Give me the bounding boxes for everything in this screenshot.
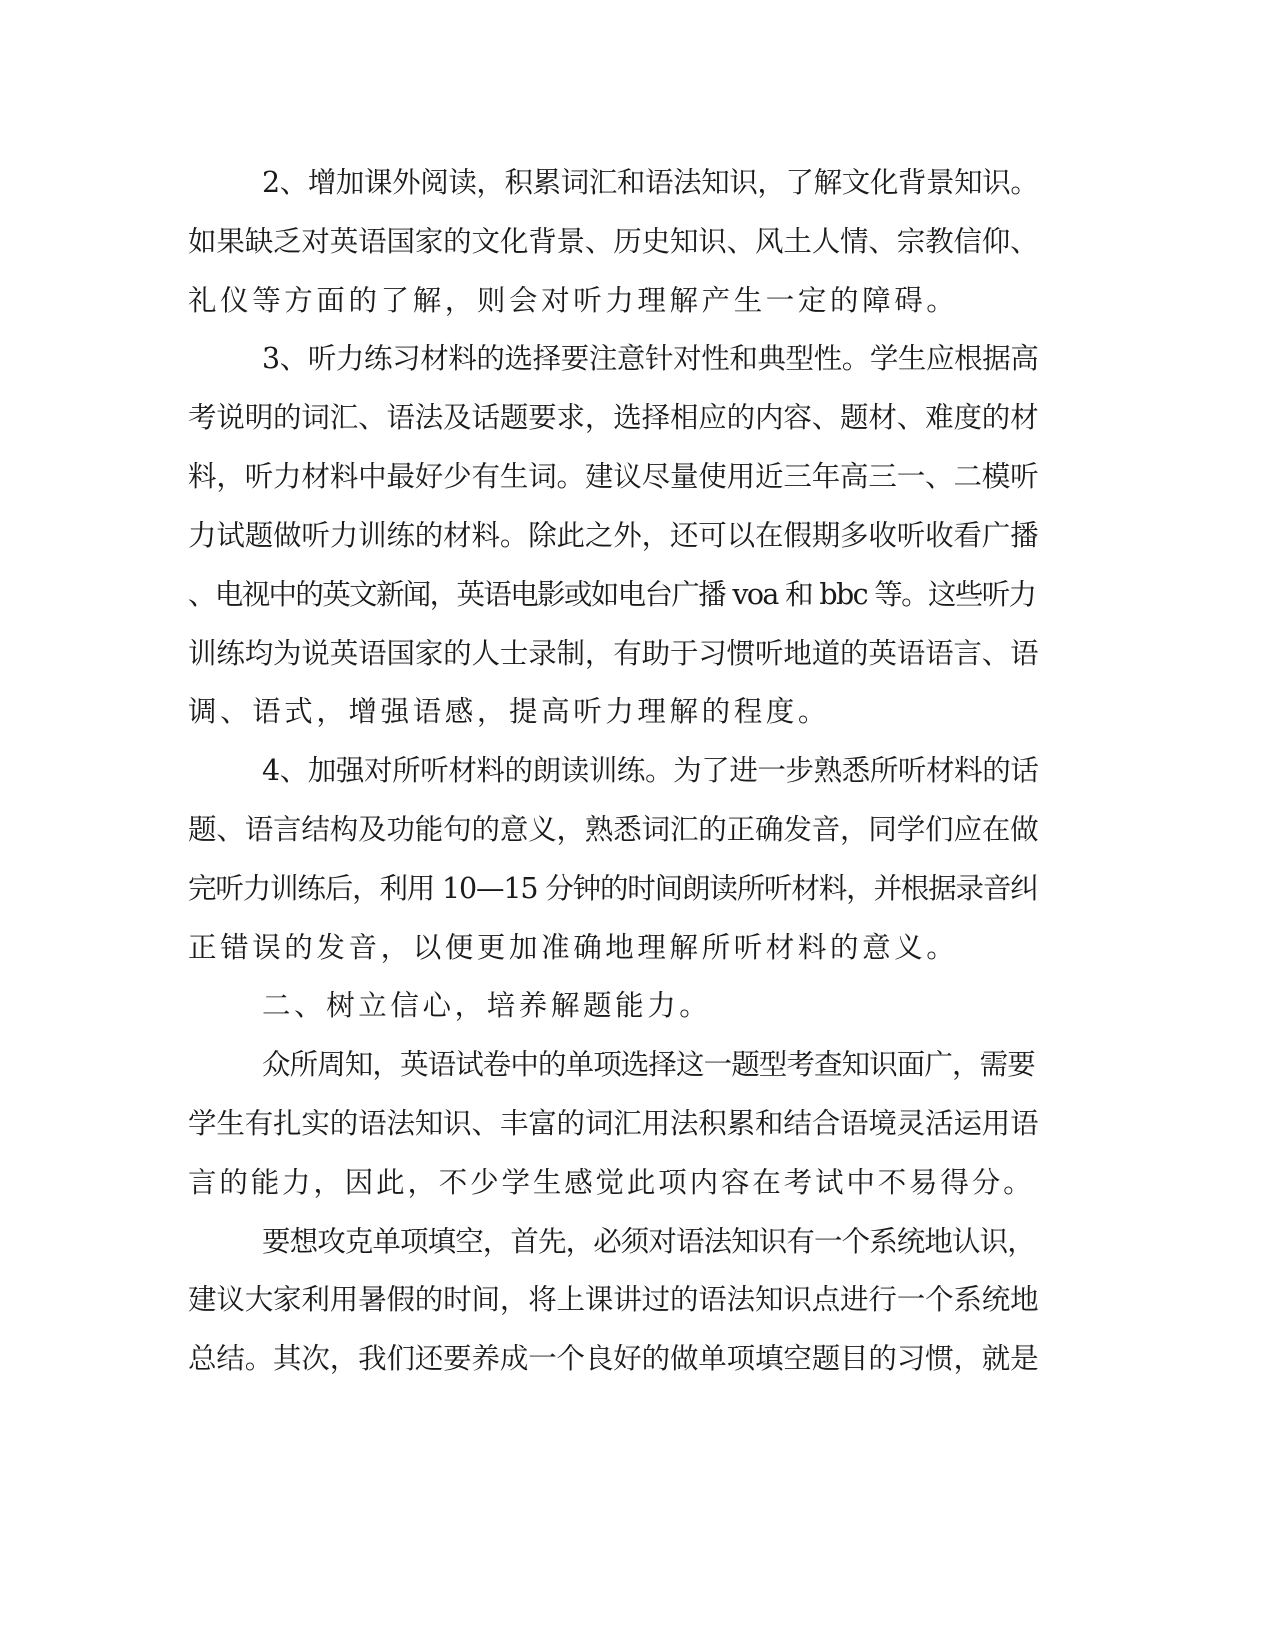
paragraph-5-line-3: 言的能力，因此，不少学生感觉此项内容在考试中不易得分。 (188, 1166, 1035, 1199)
paragraph-4-line-4: 正错误的发音，以便更加准确地理解所听材料的意义。 (188, 931, 959, 964)
paragraph-5-line-2: 学生有扎实的语法知识、丰富的词汇用法积累和结合语境灵活运用语 (188, 1107, 1039, 1140)
paragraph-2-line-3: 礼仪等方面的了解，则会对听力理解产生一定的障碍。 (188, 284, 959, 317)
paragraph-3-line-3: 料，听力材料中最好少有生词。建议尽量使用近三年高三一、二模听 (188, 460, 1039, 493)
paragraph-3-line-4: 力试题做听力训练的材料。除此之外，还可以在假期多收听收看广播 (188, 519, 1039, 552)
paragraph-4-line-2: 题、语言结构及功能句的意义，熟悉词汇的正确发音，同学们应在做 (188, 813, 1039, 846)
paragraph-3-line-5: 、电视中的英文新闻，英语电影或如电台广播 voa 和 bbc 等。这些听力 (188, 578, 1036, 611)
paragraph-6-line-1: 要想攻克单项填空，首先，必须对语法知识有一个系统地认识， (262, 1225, 1035, 1258)
paragraph-2-line-2: 如果缺乏对英语国家的文化背景、历史知识、风土人情、宗教信仰、 (188, 225, 1039, 258)
paragraph-3-line-7: 调、语式，增强语感，提高听力理解的程度。 (188, 695, 831, 728)
section-heading: 二、树立信心，培养解题能力。 (262, 989, 712, 1022)
paragraph-6-line-2: 建议大家利用暑假的时间，将上课讲过的语法知识点进行一个系统地 (188, 1283, 1039, 1316)
paragraph-4-line-3: 完听力训练后，利用 10—15 分钟的时间朗读所听材料，并根据录音纠 (188, 872, 1038, 905)
paragraph-3-line-1: 3、听力练习材料的选择要注意针对性和典型性。学生应根据高 (262, 342, 1039, 375)
paragraph-3-line-2: 考说明的词汇、语法及话题要求，选择相应的内容、题材、难度的材 (188, 401, 1039, 434)
paragraph-5-line-1: 众所周知，英语试卷中的单项选择这一题型考查知识面广，需要 (262, 1048, 1035, 1081)
paragraph-3-line-6: 训练均为说英语国家的人士录制，有助于习惯听地道的英语语言、语 (188, 637, 1039, 670)
paragraph-4-line-1: 4、加强对所听材料的朗读训练。为了进一步熟悉所听材料的话 (262, 754, 1039, 787)
paragraph-2-line-1: 2、增加课外阅读，积累词汇和语法知识，了解文化背景知识。 (262, 166, 1039, 199)
paragraph-6-line-3: 总结。其次，我们还要养成一个良好的做单项填空题目的习惯，就是 (188, 1342, 1039, 1375)
